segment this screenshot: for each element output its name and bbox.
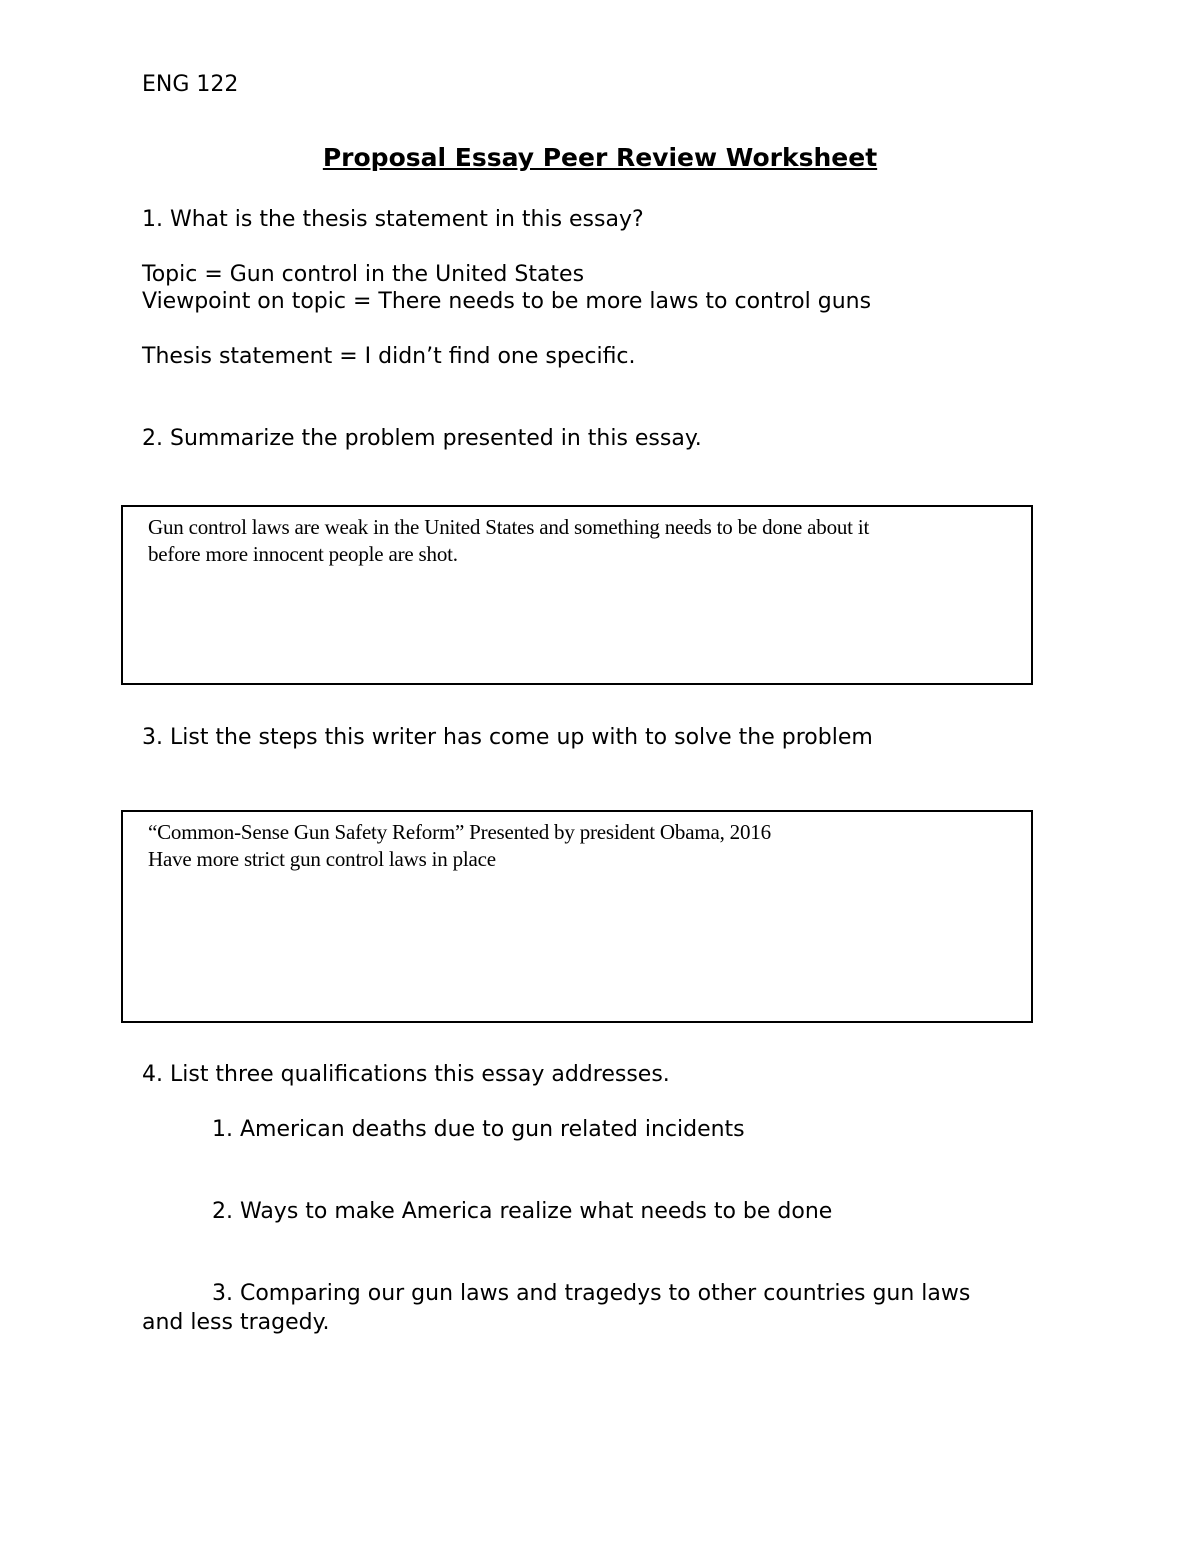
problem-summary-line-1: Gun control laws are weak in the United States and something needs to be done about it <box>148 515 870 539</box>
topic-line: Topic = Gun control in the United States <box>142 262 585 287</box>
solution-steps-line-1: “Common-Sense Gun Safety Reform” Presented by president Obama, 2016 <box>148 820 771 844</box>
course-code: ENG 122 <box>142 72 239 97</box>
question-1-prompt: 1. What is the thesis statement in this essay? <box>142 207 644 232</box>
problem-summary-box <box>121 505 1033 685</box>
qualification-item-2: 2. Ways to make America realize what needs to be done <box>212 1199 833 1224</box>
page-title: Proposal Essay Peer Review Worksheet <box>322 143 878 172</box>
question-4-prompt: 4. List three qualifications this essay addresses. <box>142 1062 670 1087</box>
problem-summary-line-2: before more innocent people are shot. <box>148 542 458 566</box>
solution-steps-line-2: Have more strict gun control laws in place <box>148 847 496 871</box>
solution-steps-box <box>121 810 1033 1023</box>
qualification-item-3: 3. Comparing our gun laws and tragedys to other countries gun laws <box>212 1281 971 1306</box>
thesis-line: Thesis statement = I didn’t find one specific. <box>142 344 636 369</box>
question-3-prompt: 3. List the steps this writer has come up with to solve the problem <box>142 725 873 750</box>
qualification-item-3-continuation: and less tragedy. <box>142 1310 330 1335</box>
question-2-prompt: 2. Summarize the problem presented in this essay. <box>142 426 702 451</box>
viewpoint-line: Viewpoint on topic = There needs to be more laws to control guns <box>142 289 872 314</box>
qualification-item-1: 1. American deaths due to gun related incidents <box>212 1117 745 1142</box>
